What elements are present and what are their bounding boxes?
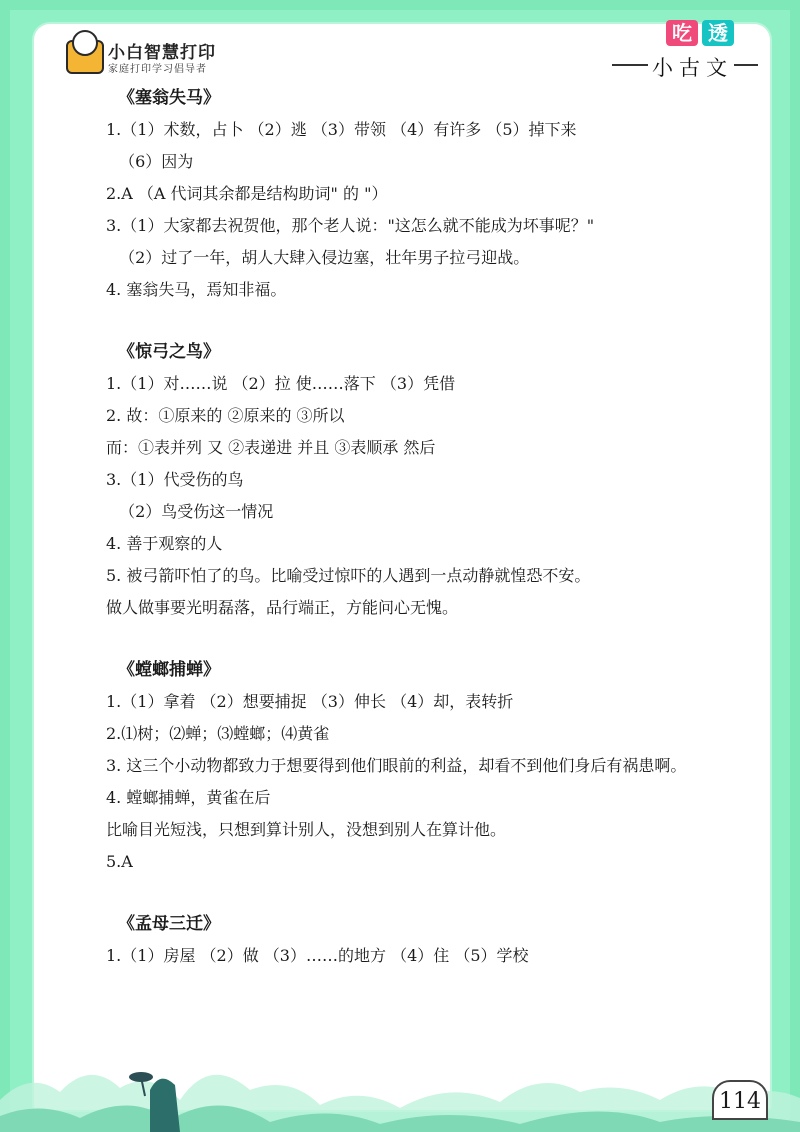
logo xyxy=(62,30,242,76)
answer-line: （6）因为 xyxy=(114,152,194,171)
section-title: 《螳螂捕蝉》 xyxy=(118,660,220,680)
answer-line: 比喻目光短浅，只想到算计别人，没想到别人在算计他。 xyxy=(106,820,507,839)
right-stripes-decoration xyxy=(750,224,764,294)
answer-line: 4. 塞翁失马，焉知非福。 xyxy=(106,280,287,299)
answer-line: （2）鸟受伤这一情况 xyxy=(114,502,274,521)
brand-line-right xyxy=(734,64,758,66)
answer-line: 2. 故：①原来的 ②原来的 ③所以 xyxy=(106,406,345,425)
answer-line: 4. 善于观察的人 xyxy=(106,534,223,553)
answer-line: 3.（1）大家都去祝贺他，那个老人说："这怎么就不能成为坏事呢？" xyxy=(106,216,595,235)
page-number: 114 xyxy=(712,1080,768,1120)
brand-chi: 吃 xyxy=(666,20,698,46)
answer-line: （2）过了一年，胡人大肆入侵边塞，壮年男子拉弓迎战。 xyxy=(114,248,530,267)
answer-line: 5. 被弓箭吓怕了的鸟。比喻受过惊吓的人遇到一点动静就惶恐不安。 xyxy=(106,566,591,585)
answer-line: 1.（1）对……说 （2）拉 使……落下 （3）凭借 xyxy=(106,374,456,393)
brand-line-left xyxy=(612,64,648,66)
answer-line: 做人做事要光明磊落，品行端正，方能问心无愧。 xyxy=(106,598,459,617)
brand-tou: 透 xyxy=(702,20,734,46)
answer-line: 2.⑴树；⑵蝉；⑶螳螂；⑷黄雀 xyxy=(106,724,330,743)
answer-content xyxy=(106,82,746,972)
brand-subtitle: 小古文 xyxy=(652,56,733,80)
section-saiweng xyxy=(106,82,746,306)
answer-line: 4. 螳螂捕蝉，黄雀在后 xyxy=(106,788,271,807)
section-title: 《孟母三迁》 xyxy=(118,914,220,934)
logo-name: 小白智慧打印 xyxy=(108,43,216,63)
section-tanglang xyxy=(106,654,746,878)
answer-line: 2.A （A 代词其余都是结构助词" 的 "） xyxy=(106,184,388,203)
answer-line: 1.（1）拿着 （2）想要捕捉 （3）伸长 （4）却，表转折 xyxy=(106,692,514,711)
answer-line: 5.A xyxy=(106,852,133,871)
series-brand xyxy=(612,20,762,80)
mountain-landscape-decoration xyxy=(0,1030,800,1132)
section-mengmu xyxy=(106,908,746,972)
left-stripes-decoration xyxy=(42,252,56,322)
section-title: 《惊弓之鸟》 xyxy=(118,342,220,362)
answer-line: 3. 这三个小动物都致力于想要得到他们眼前的利益，却看不到他们身后有祸患啊。 xyxy=(106,756,687,775)
answer-line: 1.（1）术数，占卜 （2）逃 （3）带领 （4）有许多 （5）掉下来 xyxy=(106,120,577,139)
section-jinggong xyxy=(106,336,746,624)
section-title: 《塞翁失马》 xyxy=(118,88,220,108)
logo-tagline: 家庭打印学习倡导者 xyxy=(108,64,207,75)
answer-line: 3.（1）代受伤的鸟 xyxy=(106,470,244,489)
answer-line: 1.（1）房屋 （2）做 （3）……的地方 （4）住 （5）学校 xyxy=(106,946,529,965)
answer-line: 而：①表并列 又 ②表递进 并且 ③表顺承 然后 xyxy=(106,438,436,457)
dog-icon xyxy=(72,30,98,56)
